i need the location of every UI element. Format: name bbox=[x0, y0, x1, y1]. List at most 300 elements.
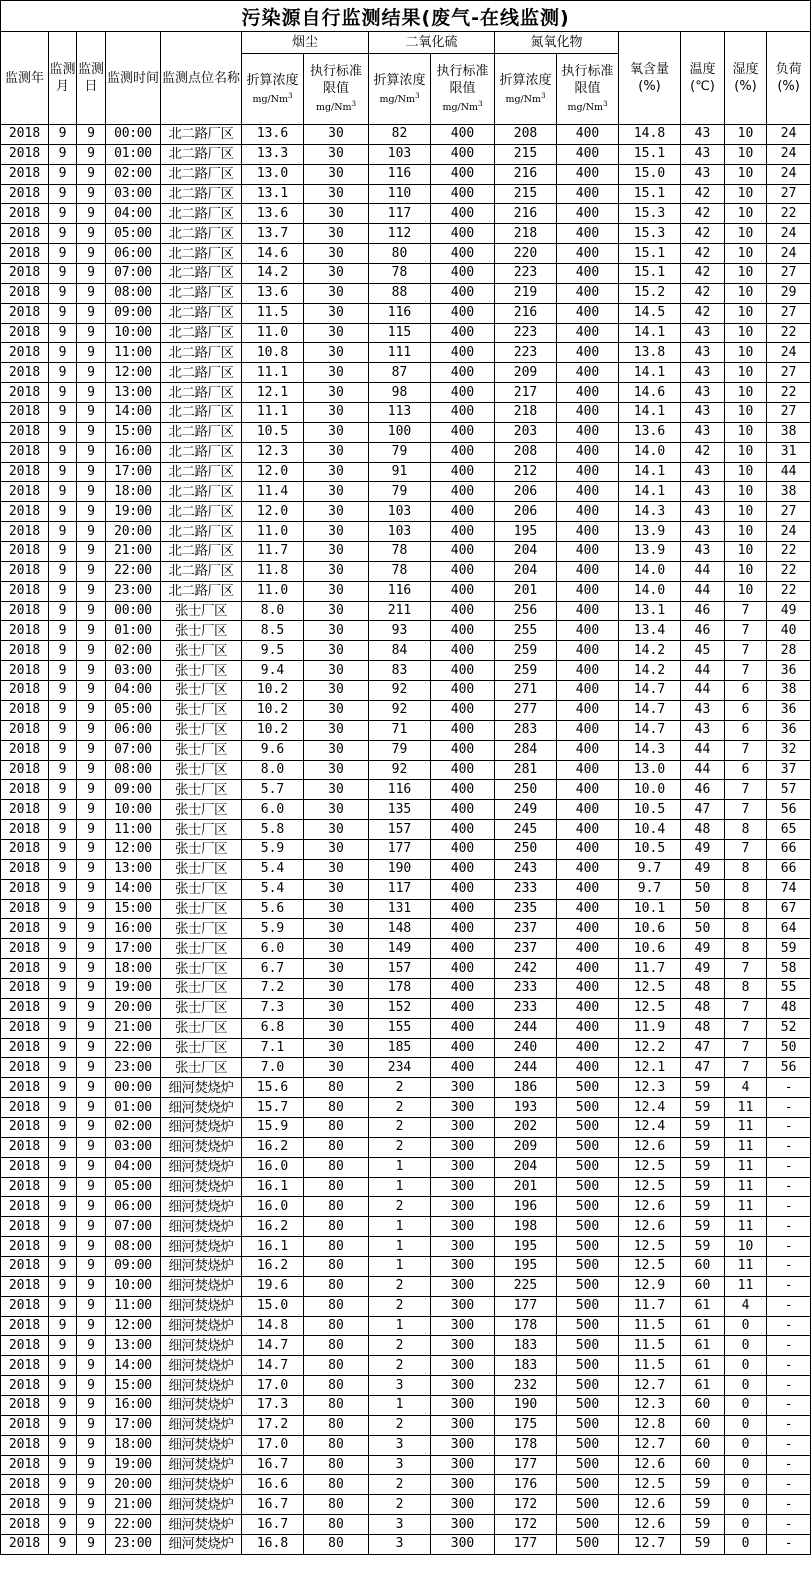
cell-dust-limit: 30 bbox=[304, 561, 369, 581]
cell-so2-limit: 300 bbox=[431, 1276, 495, 1296]
cell-humidity: 11 bbox=[725, 1177, 767, 1197]
cell-time: 13:00 bbox=[106, 859, 161, 879]
cell-nox: 240 bbox=[495, 1038, 557, 1058]
cell-dust: 5.4 bbox=[242, 879, 304, 899]
cell-humidity: 11 bbox=[725, 1117, 767, 1137]
cell-location: 北二路厂区 bbox=[161, 244, 242, 264]
cell-month: 9 bbox=[49, 522, 77, 542]
cell-time: 12:00 bbox=[106, 839, 161, 859]
cell-year: 2018 bbox=[1, 403, 49, 423]
cell-nox-limit: 500 bbox=[557, 1256, 619, 1276]
cell-year: 2018 bbox=[1, 125, 49, 145]
cell-location: 北二路厂区 bbox=[161, 323, 242, 343]
cell-load: - bbox=[767, 1515, 811, 1535]
cell-humidity: 7 bbox=[725, 959, 767, 979]
cell-day: 9 bbox=[77, 939, 106, 959]
cell-load: 27 bbox=[767, 184, 811, 204]
cell-load: 29 bbox=[767, 283, 811, 303]
cell-nox-limit: 400 bbox=[557, 919, 619, 939]
cell-year: 2018 bbox=[1, 561, 49, 581]
table-row bbox=[1, 283, 811, 303]
cell-dust-limit: 30 bbox=[304, 641, 369, 661]
cell-nox-limit: 400 bbox=[557, 581, 619, 601]
cell-temp: 48 bbox=[681, 820, 725, 840]
cell-nox: 216 bbox=[495, 303, 557, 323]
cell-temp: 59 bbox=[681, 1217, 725, 1237]
cell-nox: 183 bbox=[495, 1336, 557, 1356]
cell-dust: 12.0 bbox=[242, 502, 304, 522]
cell-so2-limit: 400 bbox=[431, 581, 495, 601]
cell-so2-limit: 300 bbox=[431, 1455, 495, 1475]
cell-nox-limit: 400 bbox=[557, 978, 619, 998]
cell-temp: 43 bbox=[681, 720, 725, 740]
cell-dust-limit: 80 bbox=[304, 1098, 369, 1118]
cell-so2: 3 bbox=[369, 1455, 431, 1475]
cell-time: 05:00 bbox=[106, 1177, 161, 1197]
cell-so2: 1 bbox=[369, 1177, 431, 1197]
cell-dust: 13.0 bbox=[242, 164, 304, 184]
cell-load: 65 bbox=[767, 820, 811, 840]
cell-month: 9 bbox=[49, 839, 77, 859]
cell-nox-limit: 400 bbox=[557, 601, 619, 621]
cell-so2-limit: 400 bbox=[431, 740, 495, 760]
cell-month: 9 bbox=[49, 1038, 77, 1058]
cell-dust-limit: 80 bbox=[304, 1137, 369, 1157]
cell-humidity: 0 bbox=[725, 1415, 767, 1435]
cell-day: 9 bbox=[77, 303, 106, 323]
table-row bbox=[1, 502, 811, 522]
cell-nox: 196 bbox=[495, 1197, 557, 1217]
cell-load: 44 bbox=[767, 462, 811, 482]
cell-dust-limit: 30 bbox=[304, 204, 369, 224]
cell-dust-limit: 30 bbox=[304, 542, 369, 562]
cell-location: 北二路厂区 bbox=[161, 403, 242, 423]
cell-nox: 206 bbox=[495, 482, 557, 502]
cell-time: 09:00 bbox=[106, 1256, 161, 1276]
table-row bbox=[1, 125, 811, 145]
cell-nox-limit: 400 bbox=[557, 144, 619, 164]
cell-year: 2018 bbox=[1, 164, 49, 184]
cell-load: 49 bbox=[767, 601, 811, 621]
table-row bbox=[1, 800, 811, 820]
cell-month: 9 bbox=[49, 303, 77, 323]
cell-month: 9 bbox=[49, 1276, 77, 1296]
cell-dust-limit: 30 bbox=[304, 283, 369, 303]
cell-location: 北二路厂区 bbox=[161, 442, 242, 462]
cell-dust: 14.6 bbox=[242, 244, 304, 264]
cell-year: 2018 bbox=[1, 700, 49, 720]
table-row bbox=[1, 998, 811, 1018]
cell-day: 9 bbox=[77, 561, 106, 581]
cell-month: 9 bbox=[49, 720, 77, 740]
cell-dust-limit: 80 bbox=[304, 1296, 369, 1316]
cell-nox: 232 bbox=[495, 1376, 557, 1396]
cell-location: 细河焚烧炉 bbox=[161, 1098, 242, 1118]
table-row bbox=[1, 641, 811, 661]
cell-year: 2018 bbox=[1, 184, 49, 204]
cell-o2: 13.8 bbox=[619, 343, 681, 363]
cell-temp: 46 bbox=[681, 621, 725, 641]
cell-so2: 71 bbox=[369, 720, 431, 740]
header-group-nox: 氮氧化物 bbox=[495, 32, 619, 54]
cell-nox-limit: 400 bbox=[557, 442, 619, 462]
cell-so2: 190 bbox=[369, 859, 431, 879]
cell-dust-limit: 30 bbox=[304, 403, 369, 423]
cell-year: 2018 bbox=[1, 1396, 49, 1416]
cell-time: 15:00 bbox=[106, 899, 161, 919]
cell-load: 37 bbox=[767, 760, 811, 780]
cell-time: 14:00 bbox=[106, 403, 161, 423]
cell-so2: 3 bbox=[369, 1435, 431, 1455]
cell-humidity: 0 bbox=[725, 1435, 767, 1455]
cell-nox: 283 bbox=[495, 720, 557, 740]
cell-dust: 11.1 bbox=[242, 403, 304, 423]
cell-time: 00:00 bbox=[106, 1078, 161, 1098]
cell-load: - bbox=[767, 1475, 811, 1495]
cell-so2: 92 bbox=[369, 760, 431, 780]
cell-nox: 172 bbox=[495, 1495, 557, 1515]
cell-time: 17:00 bbox=[106, 462, 161, 482]
cell-so2-limit: 400 bbox=[431, 164, 495, 184]
cell-load: 24 bbox=[767, 144, 811, 164]
header-standard-limit: 执行标准限值 mg/Nm$^3$ bbox=[431, 54, 495, 125]
cell-load: 24 bbox=[767, 224, 811, 244]
cell-nox-limit: 400 bbox=[557, 422, 619, 442]
cell-nox: 215 bbox=[495, 144, 557, 164]
cell-humidity: 8 bbox=[725, 859, 767, 879]
cell-humidity: 10 bbox=[725, 164, 767, 184]
cell-year: 2018 bbox=[1, 1038, 49, 1058]
cell-load: - bbox=[767, 1415, 811, 1435]
cell-humidity: 6 bbox=[725, 700, 767, 720]
cell-nox-limit: 400 bbox=[557, 621, 619, 641]
cell-day: 9 bbox=[77, 422, 106, 442]
table-row bbox=[1, 1098, 811, 1118]
cell-dust-limit: 80 bbox=[304, 1376, 369, 1396]
cell-load: 38 bbox=[767, 681, 811, 701]
cell-o2: 13.4 bbox=[619, 621, 681, 641]
cell-dust-limit: 80 bbox=[304, 1455, 369, 1475]
cell-time: 03:00 bbox=[106, 1137, 161, 1157]
cell-temp: 48 bbox=[681, 998, 725, 1018]
cell-load: 22 bbox=[767, 383, 811, 403]
cell-so2-limit: 300 bbox=[431, 1137, 495, 1157]
cell-nox-limit: 400 bbox=[557, 1038, 619, 1058]
cell-month: 9 bbox=[49, 859, 77, 879]
cell-so2: 2 bbox=[369, 1356, 431, 1376]
header-year: 监测年 bbox=[1, 32, 49, 125]
cell-load: - bbox=[767, 1296, 811, 1316]
cell-load: 27 bbox=[767, 403, 811, 423]
cell-nox-limit: 400 bbox=[557, 283, 619, 303]
cell-humidity: 10 bbox=[725, 264, 767, 284]
cell-year: 2018 bbox=[1, 978, 49, 998]
table-row bbox=[1, 581, 811, 601]
cell-so2-limit: 400 bbox=[431, 839, 495, 859]
cell-humidity: 7 bbox=[725, 641, 767, 661]
cell-load: 32 bbox=[767, 740, 811, 760]
cell-temp: 46 bbox=[681, 780, 725, 800]
cell-temp: 44 bbox=[681, 561, 725, 581]
cell-location: 细河焚烧炉 bbox=[161, 1276, 242, 1296]
cell-o2: 12.6 bbox=[619, 1197, 681, 1217]
cell-month: 9 bbox=[49, 1495, 77, 1515]
cell-nox-limit: 500 bbox=[557, 1336, 619, 1356]
cell-month: 9 bbox=[49, 1018, 77, 1038]
cell-location: 张士厂区 bbox=[161, 839, 242, 859]
cell-load: 67 bbox=[767, 899, 811, 919]
cell-day: 9 bbox=[77, 601, 106, 621]
cell-so2: 1 bbox=[369, 1237, 431, 1257]
table-row bbox=[1, 522, 811, 542]
cell-time: 10:00 bbox=[106, 323, 161, 343]
cell-day: 9 bbox=[77, 1435, 106, 1455]
unit-label: mg/Nm$^3$ bbox=[315, 100, 357, 114]
cell-nox-limit: 400 bbox=[557, 363, 619, 383]
cell-location: 细河焚烧炉 bbox=[161, 1376, 242, 1396]
cell-year: 2018 bbox=[1, 1515, 49, 1535]
cell-month: 9 bbox=[49, 1117, 77, 1137]
cell-humidity: 6 bbox=[725, 681, 767, 701]
cell-dust: 11.7 bbox=[242, 542, 304, 562]
cell-humidity: 8 bbox=[725, 939, 767, 959]
cell-nox: 249 bbox=[495, 800, 557, 820]
cell-load: 56 bbox=[767, 1058, 811, 1078]
cell-o2: 12.6 bbox=[619, 1515, 681, 1535]
cell-o2: 14.6 bbox=[619, 383, 681, 403]
cell-nox-limit: 400 bbox=[557, 780, 619, 800]
cell-location: 张士厂区 bbox=[161, 899, 242, 919]
cell-o2: 13.9 bbox=[619, 522, 681, 542]
cell-month: 9 bbox=[49, 403, 77, 423]
cell-so2-limit: 400 bbox=[431, 502, 495, 522]
cell-location: 北二路厂区 bbox=[161, 264, 242, 284]
cell-so2: 3 bbox=[369, 1515, 431, 1535]
cell-so2-limit: 400 bbox=[431, 303, 495, 323]
cell-dust-limit: 30 bbox=[304, 343, 369, 363]
cell-temp: 59 bbox=[681, 1137, 725, 1157]
cell-o2: 10.6 bbox=[619, 939, 681, 959]
cell-year: 2018 bbox=[1, 859, 49, 879]
cell-o2: 13.0 bbox=[619, 760, 681, 780]
cell-nox-limit: 400 bbox=[557, 224, 619, 244]
cell-month: 9 bbox=[49, 760, 77, 780]
cell-dust-limit: 80 bbox=[304, 1415, 369, 1435]
cell-nox: 245 bbox=[495, 820, 557, 840]
cell-dust: 15.0 bbox=[242, 1296, 304, 1316]
cell-dust-limit: 30 bbox=[304, 244, 369, 264]
cell-year: 2018 bbox=[1, 1018, 49, 1038]
cell-dust-limit: 30 bbox=[304, 919, 369, 939]
cell-so2: 93 bbox=[369, 621, 431, 641]
cell-location: 北二路厂区 bbox=[161, 224, 242, 244]
cell-temp: 43 bbox=[681, 700, 725, 720]
cell-nox-limit: 400 bbox=[557, 323, 619, 343]
cell-dust: 7.2 bbox=[242, 978, 304, 998]
cell-temp: 47 bbox=[681, 1038, 725, 1058]
cell-nox: 216 bbox=[495, 204, 557, 224]
cell-nox: 235 bbox=[495, 899, 557, 919]
cell-nox: 233 bbox=[495, 879, 557, 899]
cell-load: 28 bbox=[767, 641, 811, 661]
cell-dust-limit: 30 bbox=[304, 164, 369, 184]
cell-month: 9 bbox=[49, 1197, 77, 1217]
table-row bbox=[1, 1217, 811, 1237]
cell-location: 张士厂区 bbox=[161, 998, 242, 1018]
cell-so2-limit: 400 bbox=[431, 283, 495, 303]
cell-dust: 10.2 bbox=[242, 700, 304, 720]
cell-load: 22 bbox=[767, 542, 811, 562]
cell-temp: 59 bbox=[681, 1177, 725, 1197]
cell-so2: 2 bbox=[369, 1296, 431, 1316]
cell-dust: 14.7 bbox=[242, 1356, 304, 1376]
cell-dust: 16.2 bbox=[242, 1217, 304, 1237]
cell-day: 9 bbox=[77, 1098, 106, 1118]
table-row bbox=[1, 1117, 811, 1137]
cell-dust-limit: 30 bbox=[304, 740, 369, 760]
cell-nox-limit: 400 bbox=[557, 998, 619, 1018]
cell-time: 21:00 bbox=[106, 542, 161, 562]
cell-load: 56 bbox=[767, 800, 811, 820]
cell-so2-limit: 400 bbox=[431, 244, 495, 264]
cell-time: 09:00 bbox=[106, 780, 161, 800]
table-row bbox=[1, 1137, 811, 1157]
cell-temp: 48 bbox=[681, 1018, 725, 1038]
cell-o2: 10.5 bbox=[619, 800, 681, 820]
cell-month: 9 bbox=[49, 264, 77, 284]
table-row bbox=[1, 700, 811, 720]
cell-year: 2018 bbox=[1, 1296, 49, 1316]
cell-year: 2018 bbox=[1, 1376, 49, 1396]
cell-year: 2018 bbox=[1, 1415, 49, 1435]
cell-month: 9 bbox=[49, 363, 77, 383]
cell-time: 17:00 bbox=[106, 939, 161, 959]
cell-so2: 1 bbox=[369, 1217, 431, 1237]
cell-dust: 10.2 bbox=[242, 681, 304, 701]
cell-nox-limit: 400 bbox=[557, 641, 619, 661]
cell-o2: 10.4 bbox=[619, 820, 681, 840]
cell-so2: 3 bbox=[369, 1535, 431, 1555]
cell-time: 00:00 bbox=[106, 601, 161, 621]
cell-time: 06:00 bbox=[106, 720, 161, 740]
cell-so2: 103 bbox=[369, 144, 431, 164]
table-row bbox=[1, 760, 811, 780]
cell-so2-limit: 300 bbox=[431, 1495, 495, 1515]
cell-humidity: 8 bbox=[725, 820, 767, 840]
table-row bbox=[1, 144, 811, 164]
cell-o2: 14.0 bbox=[619, 442, 681, 462]
cell-year: 2018 bbox=[1, 502, 49, 522]
cell-year: 2018 bbox=[1, 144, 49, 164]
cell-time: 02:00 bbox=[106, 1117, 161, 1137]
cell-temp: 43 bbox=[681, 323, 725, 343]
cell-so2-limit: 300 bbox=[431, 1117, 495, 1137]
cell-so2: 78 bbox=[369, 264, 431, 284]
cell-dust-limit: 30 bbox=[304, 363, 369, 383]
cell-nox: 218 bbox=[495, 403, 557, 423]
cell-location: 张士厂区 bbox=[161, 800, 242, 820]
header-load: 负荷(%) bbox=[767, 32, 811, 125]
cell-year: 2018 bbox=[1, 820, 49, 840]
cell-dust-limit: 30 bbox=[304, 422, 369, 442]
cell-time: 10:00 bbox=[106, 800, 161, 820]
cell-so2-limit: 300 bbox=[431, 1435, 495, 1455]
cell-so2: 78 bbox=[369, 542, 431, 562]
cell-dust: 11.4 bbox=[242, 482, 304, 502]
cell-location: 北二路厂区 bbox=[161, 422, 242, 442]
cell-day: 9 bbox=[77, 1078, 106, 1098]
cell-time: 17:00 bbox=[106, 1415, 161, 1435]
cell-day: 9 bbox=[77, 1396, 106, 1416]
cell-so2: 2 bbox=[369, 1117, 431, 1137]
cell-month: 9 bbox=[49, 244, 77, 264]
cell-humidity: 7 bbox=[725, 998, 767, 1018]
cell-nox: 223 bbox=[495, 323, 557, 343]
cell-temp: 59 bbox=[681, 1237, 725, 1257]
table-row bbox=[1, 1415, 811, 1435]
cell-year: 2018 bbox=[1, 939, 49, 959]
cell-location: 细河焚烧炉 bbox=[161, 1237, 242, 1257]
cell-so2: 2 bbox=[369, 1197, 431, 1217]
cell-day: 9 bbox=[77, 641, 106, 661]
cell-humidity: 10 bbox=[725, 561, 767, 581]
cell-so2: 79 bbox=[369, 442, 431, 462]
cell-year: 2018 bbox=[1, 681, 49, 701]
cell-nox: 223 bbox=[495, 264, 557, 284]
cell-time: 18:00 bbox=[106, 482, 161, 502]
cell-temp: 43 bbox=[681, 403, 725, 423]
cell-o2: 14.2 bbox=[619, 661, 681, 681]
cell-day: 9 bbox=[77, 621, 106, 641]
cell-location: 细河焚烧炉 bbox=[161, 1475, 242, 1495]
table-row bbox=[1, 839, 811, 859]
cell-nox: 250 bbox=[495, 780, 557, 800]
cell-day: 9 bbox=[77, 264, 106, 284]
cell-month: 9 bbox=[49, 561, 77, 581]
cell-time: 16:00 bbox=[106, 442, 161, 462]
cell-humidity: 4 bbox=[725, 1078, 767, 1098]
cell-location: 北二路厂区 bbox=[161, 303, 242, 323]
cell-location: 北二路厂区 bbox=[161, 383, 242, 403]
cell-time: 07:00 bbox=[106, 740, 161, 760]
cell-day: 9 bbox=[77, 740, 106, 760]
cell-nox: 186 bbox=[495, 1078, 557, 1098]
cell-o2: 9.7 bbox=[619, 879, 681, 899]
cell-so2-limit: 400 bbox=[431, 978, 495, 998]
cell-time: 16:00 bbox=[106, 919, 161, 939]
cell-dust: 8.5 bbox=[242, 621, 304, 641]
cell-year: 2018 bbox=[1, 720, 49, 740]
cell-dust: 11.0 bbox=[242, 323, 304, 343]
cell-so2-limit: 400 bbox=[431, 939, 495, 959]
cell-nox: 255 bbox=[495, 621, 557, 641]
cell-day: 9 bbox=[77, 661, 106, 681]
cell-dust: 14.8 bbox=[242, 1316, 304, 1336]
cell-temp: 50 bbox=[681, 899, 725, 919]
cell-o2: 12.5 bbox=[619, 1256, 681, 1276]
cell-month: 9 bbox=[49, 1475, 77, 1495]
cell-load: 22 bbox=[767, 204, 811, 224]
table-row bbox=[1, 780, 811, 800]
cell-nox-limit: 400 bbox=[557, 244, 619, 264]
cell-so2-limit: 300 bbox=[431, 1415, 495, 1435]
cell-so2-limit: 400 bbox=[431, 542, 495, 562]
cell-nox: 203 bbox=[495, 422, 557, 442]
cell-time: 13:00 bbox=[106, 383, 161, 403]
cell-so2-limit: 300 bbox=[431, 1475, 495, 1495]
cell-temp: 49 bbox=[681, 939, 725, 959]
cell-day: 9 bbox=[77, 144, 106, 164]
